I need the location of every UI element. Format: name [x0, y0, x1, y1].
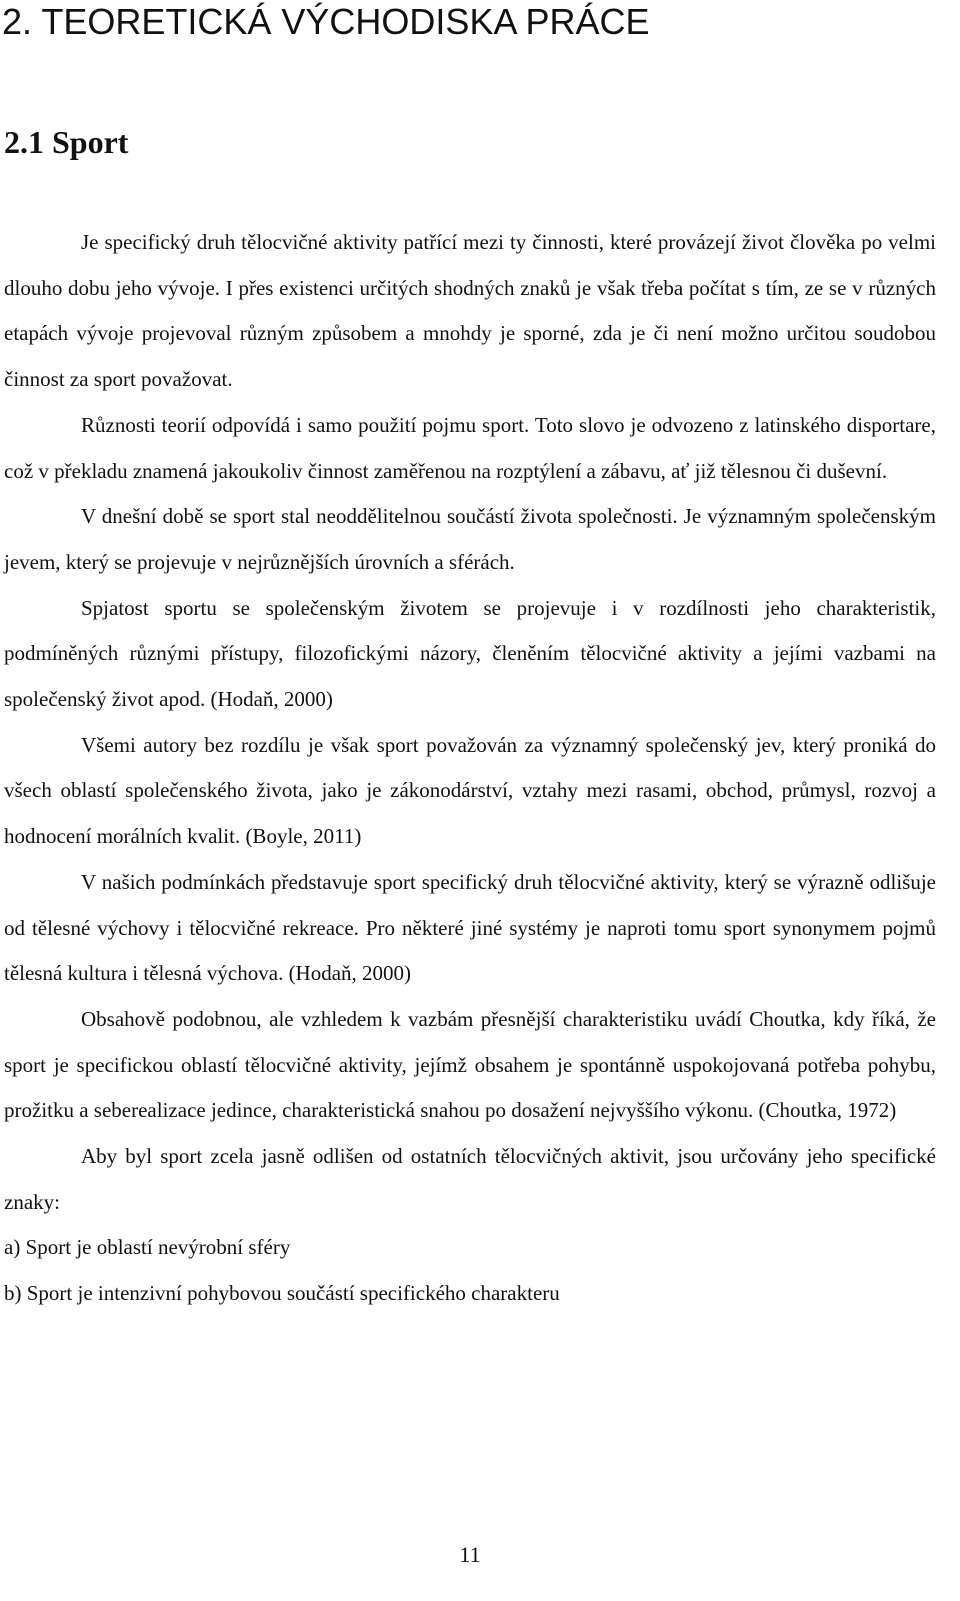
body-text: [4, 220, 936, 1317]
paragraph: V našich podmínkách představuje sport specifický druh tělocvičné aktivity, který se výrazně odlišuje od tělesné výchovy i tělocvičné rekreace. Pro některé jiné systémy je naproti tomu sport synonymem pojmů tělesná kultura i tělesná výchova. (Hodaň, 2000): [4, 869, 936, 986]
paragraph: Obsahově podobnou, ale vzhledem k vazbám přesnější charakteristiku uvádí Choutka, kdy říká, že sport je specifickou oblastí tělocvičné aktivity, jejímž obsahem je spontánně uspokojovaná potřeba pohybu, prožitku a seberealizace jedince, charakteristická snahou po dosažení nejvyššího výkonu. (Choutka, 1972): [4, 1006, 936, 1123]
paragraph: Spjatost sportu se společenským životem se projevuje i v rozdílnosti jeho charakteristik, podmíněných různými přístupy, filozofickými názory, členěním tělocvičné aktivity a jejími vazbami na společenský život apod. (Hodaň, 2000): [4, 595, 936, 712]
paragraph: Všemi autory bez rozdílu je však sport považován za významný společenský jev, který proniká do všech oblastí společenského života, jako je zákonodárství, vztahy mezi rasami, obchod, průmysl, rozvoj a hodnocení morálních kvalit. (Boyle, 2011): [4, 732, 936, 849]
paragraph: Je specifický druh tělocvičné aktivity patřící mezi ty činnosti, které provázejí život člověka po velmi dlouho dobu jeho vývoje. I přes existenci určitých shodných znaků je však třeba počítat s tím, ze se v různých etapách vývoje projevoval různým způsobem a mnohdy je sporné, zda je či není možno určitou soudobou činnost za sport považovat.: [4, 230, 936, 392]
paragraph: Různosti teorií odpovídá i samo použití pojmu sport. Toto slovo je odvozeno z latinského disportare, což v překladu znamená jakoukoliv činnost zaměřenou na rozptýlení a zábavu, ať již tělesnou či duševní.: [4, 412, 936, 483]
list-item: b) Sport je intenzivní pohybovou součástí specifického charakteru: [4, 1281, 560, 1306]
chapter-title: 2. TEORETICKÁ VÝCHODISKA PRÁCE: [2, 1, 650, 42]
paragraph: Aby byl sport zcela jasně odlišen od ostatních tělocvičných aktivit, jsou určovány jeho specifické znaky:: [4, 1144, 936, 1214]
section-title: 2.1 Sport: [4, 124, 129, 160]
paragraph: V dnešní době se sport stal neoddělitelnou součástí života společnosti. Je významným společenským jevem, který se projevuje v nejrůznějších úrovních a sférách.: [4, 504, 936, 574]
page-number: 11: [459, 1542, 481, 1567]
list-item: a) Sport je oblastí nevýrobní sféry: [4, 1235, 291, 1260]
